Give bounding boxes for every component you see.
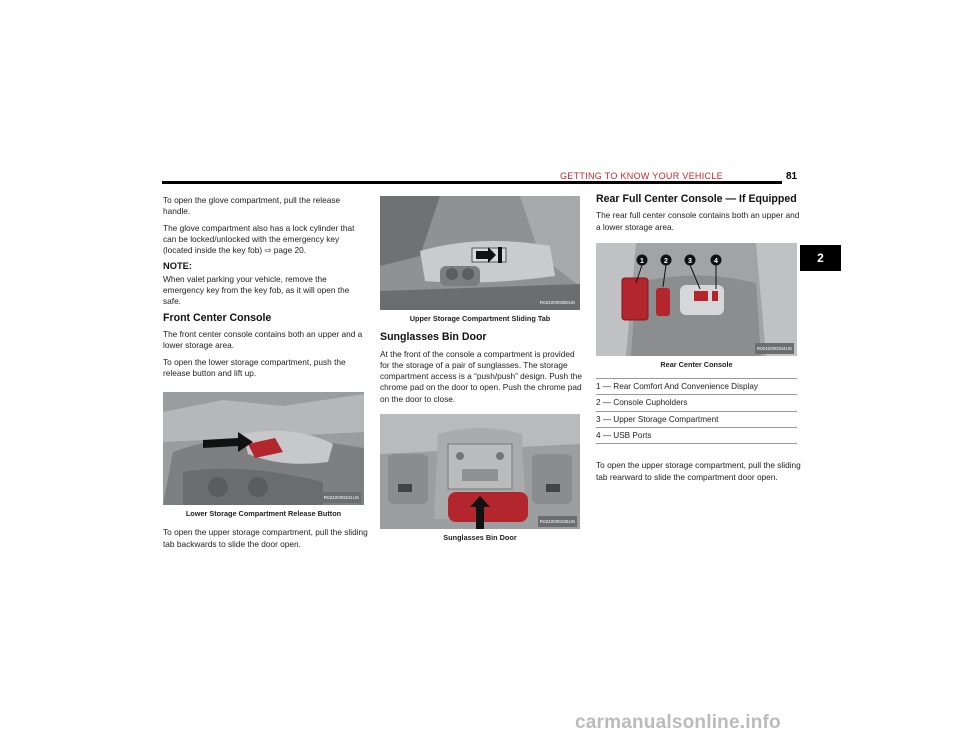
figure-sliding-tab bbox=[380, 196, 580, 310]
paragraph: To open the lower storage compartment, push the release button and lift up. bbox=[163, 356, 346, 378]
figure-id: R0242000335US bbox=[538, 516, 577, 527]
callout-2 bbox=[661, 254, 672, 265]
paragraph-text: The glove compartment also has a lock cylinder that can be locked/unlocked with the emergency key (located inside the key fob) bbox=[163, 222, 355, 256]
figure-caption: Upper Storage Compartment Sliding Tab bbox=[409, 314, 551, 323]
figure-id: R0242000344US bbox=[755, 343, 794, 354]
figure-caption: Rear Center Console bbox=[660, 359, 733, 369]
callout-label: 4 bbox=[714, 257, 718, 265]
figure-illustration bbox=[380, 196, 580, 310]
callout-label: 1 bbox=[640, 257, 644, 265]
header-rule bbox=[162, 181, 782, 184]
figure-illustration bbox=[596, 243, 797, 356]
callout-label: 2 bbox=[664, 257, 668, 265]
callout-4 bbox=[711, 254, 722, 265]
column-2 bbox=[380, 196, 585, 551]
legend-item: 4 — USB Ports bbox=[596, 428, 797, 444]
paragraph: To open the glove compartment, pull the release handle. bbox=[163, 195, 341, 217]
figure-rear-console bbox=[596, 243, 797, 356]
callout-3 bbox=[685, 254, 696, 265]
figure-id: R0242000341US bbox=[322, 492, 361, 503]
figure-illustration bbox=[380, 414, 580, 529]
legend-table bbox=[596, 378, 797, 444]
paragraph: To open the upper storage compartment, pull the sliding tab backwards to slide the door open. bbox=[163, 527, 368, 549]
note-text: When valet parking your vehicle, remove the emergency key from the key fob, as it will open the safe. bbox=[163, 273, 350, 307]
page-ref-link[interactable]: page 20. bbox=[271, 245, 307, 256]
page-number: 81 bbox=[786, 171, 798, 182]
column-3 bbox=[596, 194, 801, 488]
watermark: carmanualsonline.info bbox=[575, 712, 781, 733]
table-row bbox=[596, 428, 797, 444]
page-ref-arrow-icon: ⇨ bbox=[264, 245, 272, 256]
paragraph bbox=[163, 223, 368, 257]
paragraph: At the front of the console a compartment is provided for the storage of a pair of sunglasses. The storage compartment access is a “push/push” design. Push the chrome pad on the door to open. Push the chrome pad on the door to close. bbox=[380, 348, 582, 404]
note-title: NOTE: bbox=[163, 261, 192, 272]
callout-label: 3 bbox=[688, 257, 692, 265]
column-1 bbox=[163, 195, 368, 555]
figure-sunglasses-bin bbox=[380, 414, 580, 529]
legend-item: 1 — Rear Comfort And Convenience Display bbox=[596, 379, 797, 395]
chapter-tab[interactable]: 2 bbox=[800, 245, 841, 271]
figure-caption: Sunglasses Bin Door bbox=[443, 533, 517, 543]
paragraph: To open the upper storage compartment, pull the sliding tab rearward to slide the compartment door open. bbox=[596, 460, 801, 482]
figure-id: R0242000350US bbox=[538, 297, 577, 308]
table-row bbox=[596, 379, 797, 395]
section-heading: Sunglasses Bin Door bbox=[380, 331, 487, 344]
section-title: GETTING TO KNOW YOUR VEHICLE bbox=[560, 171, 723, 181]
paragraph: The rear full center console contains both an upper and a lower storage area. bbox=[596, 210, 800, 232]
paragraph: The front center console contains both an upper and a lower storage area. bbox=[163, 328, 363, 351]
table-row bbox=[596, 411, 797, 427]
figure-illustration bbox=[163, 392, 364, 505]
table-row bbox=[596, 395, 797, 411]
legend-item: 2 — Console Cupholders bbox=[596, 395, 797, 411]
section-heading: Front Center Console bbox=[163, 311, 272, 324]
figure-lower-storage bbox=[163, 392, 364, 505]
callout-1 bbox=[637, 254, 648, 265]
section-heading: Rear Full Center Console — If Equipped bbox=[596, 193, 797, 205]
legend-item: 3 — Upper Storage Compartment bbox=[596, 411, 797, 427]
figure-caption: Lower Storage Compartment Release Button bbox=[185, 509, 342, 519]
